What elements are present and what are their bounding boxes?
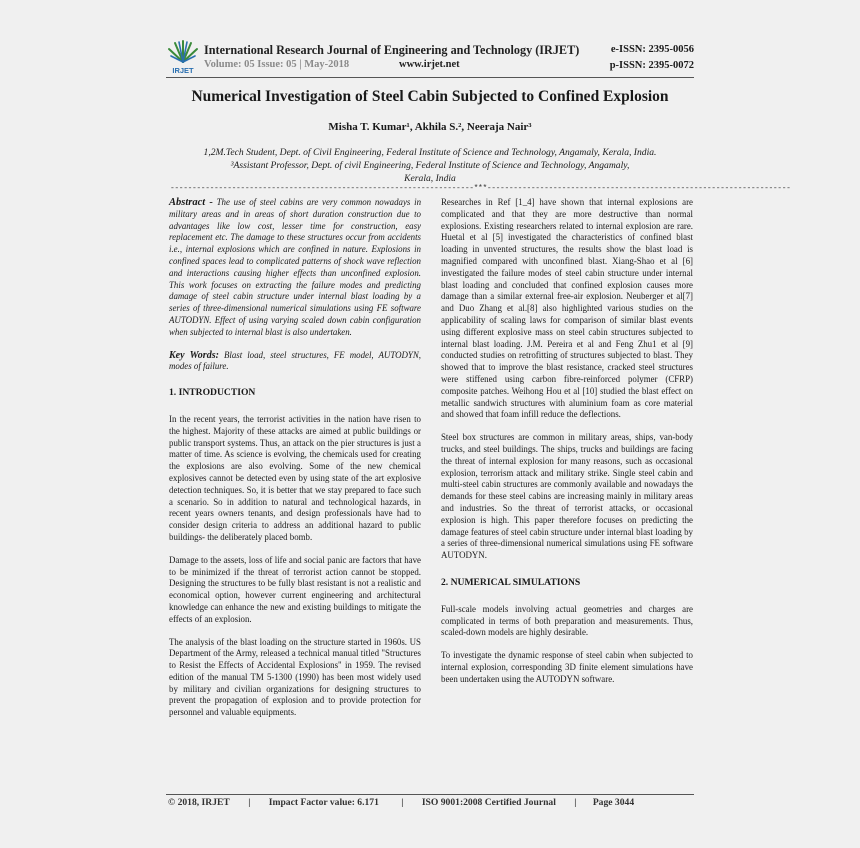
section-heading-introduction: 1. INTRODUCTION [169,387,256,399]
paper-title: Numerical Investigation of Steel Cabin Subjected to Confined Explosion [191,88,669,105]
intro-paragraph-3: The analysis of the blast loading on the structure started in 1960s. US Department of the Army, released a technical manual titled "Structures to Resist the Effects of Accidental Explosions" in 1959. The revised edition of the manual TM 5-1300 (1990) has been most widely used by military and civilian organizations for designing structures to prevent the propagation of explosion and to provide protection for personnel and valuable equipments. [169,636,421,718]
footer-iso: ISO 9001:2008 Certified Journal [421,797,556,808]
journal-name: International Research Journal of Engineering and Technology (IRJET) [204,43,580,57]
page-footer [166,797,694,808]
section-heading-numerical-simulations: 2. NUMERICAL SIMULATIONS [441,576,581,588]
header-rule [166,77,694,78]
footer-copyright: © 2018, IRJET [168,797,230,808]
affiliation-line-2: ³Assistant Professor, Dept. of civil Engineering, Federal Institute of Science and Technology, Angamaly, [230,160,630,171]
keywords-label: Key Words: [169,349,219,361]
right-paragraph-1: Researches in Ref [1_4] have shown that internal explosions are complicated and that they are more destructive than normal explosions. Existing researchers related to internal explosion are rare. Huetal et al [5] investigated the characteristics of confined blast loading in unvented structures, the results show the blast load is magnified compared with unconfined blast. Xiang-Shao et al [6] investigated the failure modes of steel cabin structure under internal blast loading and concluded that confined explosion causes more damage than a similar external free-air explosion. Neuberger et al[7] and Duo Zhang et al.[8] also highlighted various studies on the applicability of scaling laws for comparison of similar blast events using different explosive mass on steel cabin structures subjected to internal blast loading. J.M. Pereira et al and Feng Zhu1 et al [9] conducted studies on retrofitting of structures subjected to blast. They showed that to improve the blast resistance, cracked steel structures were stiffened using carbon fibre-reinforced polymer (CFRP) composite patches. Weihong Hou et al [10] studied the blast effect on metallic sandwich structures with aluminium foam as core material and showed that foam infill reduce the deflections. [441,197,693,420]
svg-text:IRJET: IRJET [172,66,194,75]
irjet-logo [166,38,200,76]
journal-header [166,38,694,78]
right-paragraph-2: Steel box structures are common in military areas, ships, van-body trucks, and steel buildings. The ships, trucks and buildings are facing the threat of internal explosion for many reasons, such as occasional explosion, terrorism attack and military strike. Single steel cabin and multi-steel cabin structures are commonly available and nowadays the demands for these steel cabins are increasing mainly in military areas and industries. So the threat of terrorist attacks, or occasional explosion is high. This paper therefore focuses on predicting the damage features of steel cabin structure under internal blast loading by a series of three-dimensional numerical simulations using FE software AUTODYN. [441,432,693,561]
footer-divider: | [401,797,404,808]
intro-paragraph-1: In the recent years, the terrorist activities in the nation have risen to the highest. Majority of these attacks are aimed at public buildings or public transport systems. Thus, an attack on the pier structures is just a matter of time. As science is evolving, the chemicals used for creating the explosions are also evolving. Some of the new chemical explosives cannot be detected even by using state of the art explosive detection techniques. So, it is better that we stay prepared to face such a scenario. So in addition to natural and technological hazards, in recent years owners tenants, and design professionals have had to consider design criteria to address an additional hazard to public buildings- the deliberately placed bomb. [169,413,421,542]
affiliation-line-3: Kerala, India [404,173,456,184]
right-paragraph-4: To investigate the dynamic response of steel cabin when subjected to internal explosion, corresponding 3D finite element simulations have been undertaken using the AUTODYN software. [441,650,693,684]
keywords [169,350,421,374]
right-column [441,197,693,696]
affiliation-line-1: 1,2M.Tech Student, Dept. of Civil Engineering, Federal Institute of Science and Technology, Angamaly, Kerala, India. [203,147,657,158]
keywords-text: Blast load, steel structures, FE model, AUTODYN, modes of failure. [169,349,421,372]
p-issn: p-ISSN: 2395-0072 [609,60,694,71]
volume-issue: Volume: 05 Issue: 05 | May-2018 [204,59,350,70]
section-separator: ---------------------------------------------------------------------***--------------------------------------------------------------------- [170,184,791,193]
right-paragraph-3: Full-scale models involving actual geometries and charges are complicated in terms of both preparation and measurements. Thus, scaled-down models are highly desirable. [441,603,693,638]
abstract-label: Abstract - [169,197,213,208]
abstract-text: The use of steel cabins are very common nowadays in military areas and in areas of short duration construction due to advantages like low cost, lesser time for construction, easy replacement etc. The damage to these structures occur from accidents i.e., internal explosions which are confined in nature. Explosions in confined spaces lead to complicated patterns of shock wave reflection and interactions causing higher effects than unconfined explosion. This work focuses on extracting the failure modes and predicting damage of steel cabin structure under internal blast loading by a series of three-dimensional numerical simulations using FE software AUTODYN. Effect of using varying scaled down cabin configuration when subjected to internal blast is also undertaken. [169,197,422,337]
footer-divider: | [574,797,577,808]
left-column [169,197,421,730]
abstract [169,197,421,339]
footer-divider: | [248,797,251,808]
intro-paragraph-2: Damage to the assets, loss of life and social panic are factors that have to be minimized if the threat of terrorist action cannot be stopped. Designing the structures to be fully blast resistant is not a realistic and economical option, however current engineering and architectural knowledge can enhance the new and existing buildings to mitigate the effects of an explosion. [169,554,421,624]
e-issn: e-ISSN: 2395-0056 [610,44,694,55]
footer-page-number: Page 3044 [592,797,635,808]
footer-impact-factor: Impact Factor value: 6.171 [268,797,379,808]
journal-website: www.irjet.net [399,59,460,70]
footer-rule [166,794,694,795]
paper-authors: Misha T. Kumar¹, Akhila S.², Neeraja Nair³ [328,121,532,133]
